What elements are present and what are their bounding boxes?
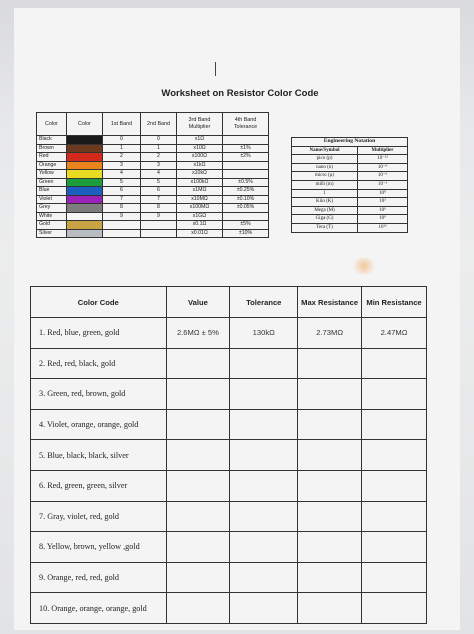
value-cell[interactable] [166, 379, 230, 410]
first-band-digit: 3 [103, 161, 141, 170]
min-resistance-cell[interactable] [362, 501, 427, 532]
second-band-digit [141, 229, 177, 238]
first-band-digit: 4 [103, 170, 141, 179]
color-row-black [37, 136, 269, 145]
header-max-resistance: Max Resistance [298, 287, 362, 318]
color-row-white [37, 212, 269, 221]
color-row-blue [37, 187, 269, 196]
max-resistance-cell[interactable] [298, 440, 362, 471]
swatch-fill [67, 221, 102, 229]
min-resistance-cell[interactable] [362, 470, 427, 501]
tolerance-value: ±5% [223, 221, 269, 230]
max-resistance-cell[interactable] [298, 562, 362, 593]
header-third-band: 3rd Band Multiplier [177, 113, 223, 136]
color-code-cell: 6. Red, green, green, silver [31, 470, 167, 501]
multiplier-value: x1MΩ [177, 187, 223, 196]
tolerance-value [223, 136, 269, 145]
color-code-cell: 3. Green, red, brown, gold [31, 379, 167, 410]
first-band-digit [103, 221, 141, 230]
color-code-cell: 4. Violet, orange, orange, gold [31, 409, 167, 440]
engineering-caption: Engineering Notation [292, 138, 408, 147]
color-name: Blue [37, 187, 67, 196]
tolerance-cell[interactable] [230, 501, 298, 532]
tolerance-value: ±2% [223, 153, 269, 162]
color-swatch [67, 187, 103, 196]
engineering-row [292, 189, 408, 198]
multiplier-value: x1Ω [177, 136, 223, 145]
swatch-fill [67, 145, 102, 153]
second-band-digit [141, 221, 177, 230]
prefix-multiplier: 10⁶ [358, 206, 408, 215]
multiplier-value: x100Ω [177, 153, 223, 162]
header-second-band: 2nd Band [141, 113, 177, 136]
second-band-digit: 5 [141, 178, 177, 187]
header-fourth-band: 4th Band Tolerance [223, 113, 269, 136]
max-resistance-cell[interactable] [298, 532, 362, 563]
swatch-fill [67, 196, 102, 204]
first-band-digit: 6 [103, 187, 141, 196]
tolerance-value: ±0.5% [223, 178, 269, 187]
min-resistance-cell[interactable] [362, 532, 427, 563]
prefix-multiplier: 10⁻¹² [358, 155, 408, 164]
worksheet-row [31, 562, 427, 593]
max-resistance-cell[interactable] [298, 470, 362, 501]
tolerance-value [223, 212, 269, 221]
color-code-cell: 9. Orange, red, red, gold [31, 562, 167, 593]
second-band-digit: 1 [141, 144, 177, 153]
tolerance-cell[interactable] [230, 532, 298, 563]
second-band-digit: 3 [141, 161, 177, 170]
color-row-violet [37, 195, 269, 204]
header-color: Color [67, 113, 103, 136]
engineering-row [292, 198, 408, 207]
engineering-row [292, 163, 408, 172]
swatch-fill [67, 187, 102, 195]
value-cell[interactable] [166, 593, 230, 624]
swatch-fill [67, 213, 102, 221]
header-min-resistance: Min Resistance [362, 287, 427, 318]
max-resistance-cell[interactable] [298, 379, 362, 410]
min-resistance-cell[interactable] [362, 348, 427, 379]
prefix-multiplier: 10⁻⁹ [358, 163, 408, 172]
tolerance-cell[interactable] [230, 379, 298, 410]
prefix-name: micro (µ) [292, 172, 358, 181]
color-swatch [67, 153, 103, 162]
min-resistance-cell[interactable]: 2.47MΩ [362, 318, 427, 349]
second-band-digit: 8 [141, 204, 177, 213]
swatch-fill [67, 136, 102, 144]
engineering-row [292, 172, 408, 181]
first-band-digit: 7 [103, 195, 141, 204]
color-name: Silver [37, 229, 67, 238]
tolerance-cell[interactable] [230, 440, 298, 471]
worksheet-row [31, 532, 427, 563]
prefix-name: milli (m) [292, 180, 358, 189]
multiplier-value: x10Ω [177, 144, 223, 153]
color-row-grey [37, 204, 269, 213]
engineering-row [292, 206, 408, 215]
swatch-fill [67, 204, 102, 212]
worksheet-row [31, 409, 427, 440]
color-swatch [67, 221, 103, 230]
color-swatch [67, 204, 103, 213]
min-resistance-cell[interactable] [362, 440, 427, 471]
tolerance-value: ±10% [223, 229, 269, 238]
multiplier-value: x10MΩ [177, 195, 223, 204]
second-band-digit: 4 [141, 170, 177, 179]
color-code-cell: 7. Gray, violet, red, gold [31, 501, 167, 532]
value-cell[interactable] [166, 348, 230, 379]
worksheet-row [31, 318, 427, 349]
color-name: Brown [37, 144, 67, 153]
page-mark [215, 62, 216, 76]
value-cell[interactable] [166, 532, 230, 563]
color-code-table [36, 112, 269, 238]
prefix-name: pico (p) [292, 155, 358, 164]
header-first-band: 1st Band [103, 113, 141, 136]
header-color-code: Color Code [31, 287, 167, 318]
worksheet-row [31, 440, 427, 471]
header-color-name: Color [37, 113, 67, 136]
swatch-fill [67, 179, 102, 187]
color-swatch [67, 195, 103, 204]
first-band-digit: 1 [103, 144, 141, 153]
color-swatch [67, 136, 103, 145]
tolerance-value: ±0.25% [223, 187, 269, 196]
value-cell[interactable] [166, 409, 230, 440]
second-band-digit: 7 [141, 195, 177, 204]
color-swatch [67, 170, 103, 179]
max-resistance-cell[interactable]: 2.73MΩ [298, 318, 362, 349]
swatch-fill [67, 230, 102, 238]
max-resistance-cell[interactable] [298, 409, 362, 440]
header-value: Value [166, 287, 230, 318]
tolerance-cell[interactable] [230, 593, 298, 624]
first-band-digit: 9 [103, 212, 141, 221]
max-resistance-cell[interactable] [298, 348, 362, 379]
engineering-row [292, 155, 408, 164]
header-tolerance: Tolerance [230, 287, 298, 318]
prefix-multiplier: 10⁻⁶ [358, 172, 408, 181]
tolerance-value [223, 161, 269, 170]
color-code-cell: 8. Yellow, brown, yellow ,gold [31, 532, 167, 563]
second-band-digit: 6 [141, 187, 177, 196]
tolerance-cell[interactable] [230, 470, 298, 501]
prefix-name: Mega (M) [292, 206, 358, 215]
prefix-multiplier: 10⁻³ [358, 180, 408, 189]
prefix-name: Tera (T) [292, 223, 358, 232]
tolerance-cell[interactable] [230, 409, 298, 440]
tolerance-value: ±1% [223, 144, 269, 153]
color-swatch [67, 212, 103, 221]
multiplier-value: x0.01Ω [177, 229, 223, 238]
tolerance-cell[interactable] [230, 562, 298, 593]
color-code-cell: 1. Red, blue, green, gold [31, 318, 167, 349]
value-cell[interactable] [166, 501, 230, 532]
tolerance-value: ±0.10% [223, 195, 269, 204]
first-band-digit: 5 [103, 178, 141, 187]
engineering-row [292, 223, 408, 232]
second-band-digit: 0 [141, 136, 177, 145]
second-band-digit: 2 [141, 153, 177, 162]
min-resistance-cell[interactable] [362, 562, 427, 593]
worksheet-row [31, 379, 427, 410]
value-cell[interactable] [166, 562, 230, 593]
color-swatch [67, 178, 103, 187]
max-resistance-cell[interactable] [298, 593, 362, 624]
value-cell[interactable]: 2.6MΩ ± 5% [166, 318, 230, 349]
prefix-multiplier: 10¹² [358, 223, 408, 232]
multiplier-value: x10kΩ [177, 170, 223, 179]
page-title: Worksheet on Resistor Color Code [161, 88, 319, 99]
color-swatch [67, 161, 103, 170]
first-band-digit: 0 [103, 136, 141, 145]
tolerance-value [223, 170, 269, 179]
multiplier-value: x0.1Ω [177, 221, 223, 230]
color-table-header [37, 113, 269, 136]
color-name: Grey [37, 204, 67, 213]
color-code-cell: 2. Red, red, black, gold [31, 348, 167, 379]
min-resistance-cell[interactable] [362, 593, 427, 624]
worksheet-row [31, 593, 427, 624]
color-row-silver [37, 229, 269, 238]
prefix-name: Giga (G) [292, 215, 358, 224]
second-band-digit: 9 [141, 212, 177, 221]
color-name: Violet [37, 195, 67, 204]
prefix-name: Kilo (K) [292, 198, 358, 207]
min-resistance-cell[interactable] [362, 379, 427, 410]
color-row-brown [37, 144, 269, 153]
worksheet-table [30, 286, 427, 624]
tolerance-value: ±0.05% [223, 204, 269, 213]
color-row-green [37, 178, 269, 187]
color-name: Red [37, 153, 67, 162]
color-name: Black [37, 136, 67, 145]
color-name: Orange [37, 161, 67, 170]
swatch-fill [67, 170, 102, 178]
color-swatch [67, 229, 103, 238]
swatch-fill [67, 162, 102, 170]
prefix-multiplier: 10⁹ [358, 215, 408, 224]
color-row-yellow [37, 170, 269, 179]
prefix-multiplier: 10⁰ [358, 189, 408, 198]
multiplier-value: x1kΩ [177, 161, 223, 170]
engineering-row [292, 215, 408, 224]
color-name: White [37, 212, 67, 221]
value-cell[interactable] [166, 440, 230, 471]
engineering-row [292, 180, 408, 189]
multiplier-value: x1GΩ [177, 212, 223, 221]
worksheet-row [31, 470, 427, 501]
color-row-orange [37, 161, 269, 170]
color-code-cell: 10. Orange, orange, orange, gold [31, 593, 167, 624]
header-multiplier: Multiplier [358, 146, 408, 155]
color-swatch [67, 144, 103, 153]
engineering-notation-table [291, 137, 408, 233]
header-name-symbol: Name/Symbol [292, 146, 358, 155]
worksheet-row [31, 348, 427, 379]
color-code-cell: 5. Blue, black, black, silver [31, 440, 167, 471]
max-resistance-cell[interactable] [298, 501, 362, 532]
color-name: Green [37, 178, 67, 187]
value-cell[interactable] [166, 470, 230, 501]
swatch-fill [67, 153, 102, 161]
multiplier-value: x100MΩ [177, 204, 223, 213]
tolerance-cell[interactable] [230, 348, 298, 379]
color-name: Yellow [37, 170, 67, 179]
first-band-digit: 2 [103, 153, 141, 162]
color-row-red [37, 153, 269, 162]
color-name: Gold [37, 221, 67, 230]
tolerance-cell[interactable]: 130kΩ [230, 318, 298, 349]
min-resistance-cell[interactable] [362, 409, 427, 440]
color-row-gold [37, 221, 269, 230]
prefix-multiplier: 10³ [358, 198, 408, 207]
light-glare [350, 258, 378, 274]
first-band-digit: 8 [103, 204, 141, 213]
first-band-digit [103, 229, 141, 238]
multiplier-value: x100kΩ [177, 178, 223, 187]
prefix-name: nano (n) [292, 163, 358, 172]
worksheet-row [31, 501, 427, 532]
prefix-name: 1 [292, 189, 358, 198]
